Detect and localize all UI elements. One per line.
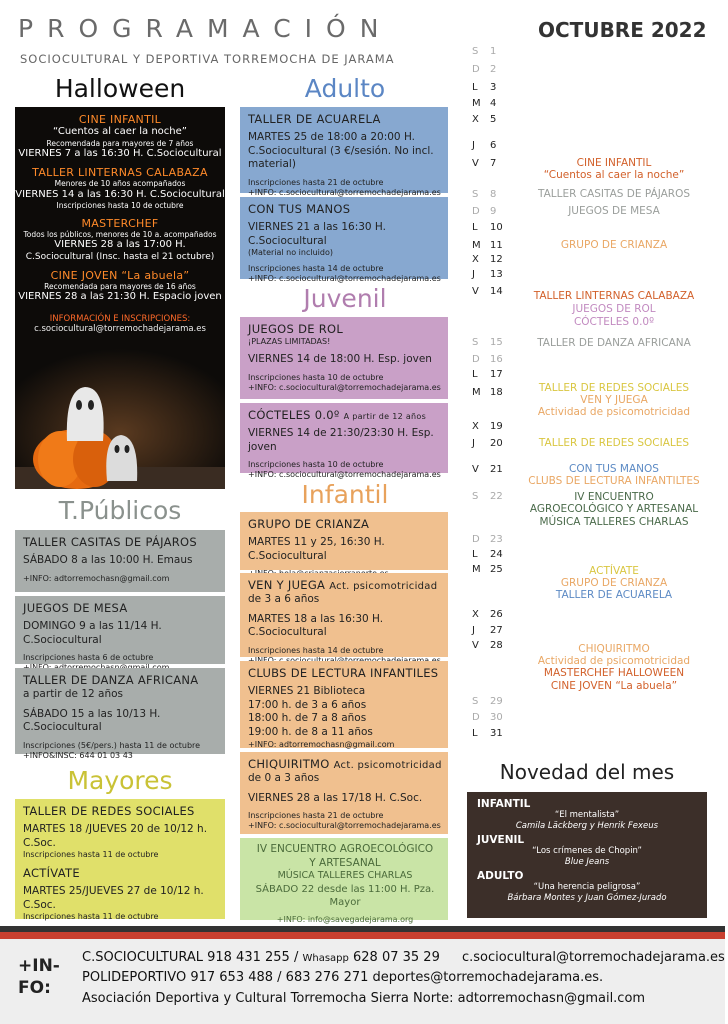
card-when: SÁBADO 22 desde las 11:00 H. Pza. Mayor bbox=[255, 883, 435, 908]
page-title: PROGRAMACIÓN bbox=[18, 14, 393, 43]
event-extra: C.Sociocultural (Insc. hasta el 21 octubre) bbox=[25, 251, 215, 262]
card-info: +INFO: c.sociocultural@torremochadejarama.es bbox=[248, 274, 441, 284]
day-letter: D bbox=[472, 534, 480, 545]
pumpkin-ghost-illustration bbox=[15, 349, 225, 489]
card-title: IV ENCUENTRO AGROECOLÓGICO bbox=[256, 843, 434, 855]
card-deadline: Inscripciones (5€/pers.) hasta 11 de octubre bbox=[23, 740, 201, 750]
section-infantil: Infantil bbox=[301, 480, 389, 509]
calendar-event-label: VEN Y JUEGA bbox=[580, 394, 648, 406]
calendar-day bbox=[472, 254, 510, 265]
calendar-event-label: TALLER CASITAS DE PÁJAROS bbox=[537, 188, 691, 200]
card-title: JUEGOS DE MESA bbox=[23, 601, 128, 615]
day-number: 3 bbox=[490, 82, 497, 93]
day-letter: S bbox=[472, 696, 479, 707]
card-deadline: Inscripciones hasta 21 de octubre bbox=[248, 811, 384, 821]
day-number: 26 bbox=[490, 609, 503, 620]
day-number: 31 bbox=[490, 728, 503, 739]
day-letter: M bbox=[472, 240, 481, 251]
card-info: +INFO: adtorremochasn@gmail.com bbox=[23, 573, 170, 583]
month-title: OCTUBRE 2022 bbox=[538, 18, 707, 42]
calendar-event-label: “Cuentos al caer la noche” bbox=[543, 169, 685, 181]
calendar-event-label: CON TUS MANOS bbox=[569, 463, 659, 475]
event-card-ven-y-juega[interactable] bbox=[240, 573, 448, 657]
day-number: 15 bbox=[490, 337, 503, 348]
day-number: 10 bbox=[490, 222, 503, 233]
day-letter: M bbox=[472, 387, 481, 398]
calendar-day bbox=[472, 534, 510, 545]
event-card-crianza[interactable] bbox=[240, 512, 448, 570]
card-subtitle: Act. psicomotricidad bbox=[333, 760, 442, 771]
day-letter: S bbox=[472, 337, 479, 348]
card-when: MARTES 18 a las 16:30 H. C.Sociocultural bbox=[248, 612, 384, 639]
novedad-panel bbox=[467, 792, 707, 918]
day-letter: D bbox=[472, 712, 480, 723]
card-title-2: ACTÍVATE bbox=[23, 866, 80, 881]
event-title: CINE INFANTIL bbox=[78, 113, 162, 126]
day-number: 30 bbox=[490, 712, 503, 723]
calendar-day bbox=[472, 712, 510, 723]
day-letter: V bbox=[472, 640, 479, 651]
footer-accent-bar bbox=[0, 932, 725, 939]
card-title: TALLER CASITAS DE PÁJAROS bbox=[23, 535, 198, 549]
card-when: VIERNES 14 de 21:30/23:30 H. Esp. joven bbox=[248, 426, 434, 453]
day-number: 18 bbox=[490, 387, 503, 398]
day-number: 2 bbox=[490, 64, 497, 75]
day-letter: J bbox=[472, 140, 475, 151]
card-when: VIERNES 21 a las 16:30 H. C.Sociocultural bbox=[248, 220, 386, 247]
card-when: VIERNES 28 a las 17/18 H. C.Soc. bbox=[248, 791, 423, 804]
card-title: JUEGOS DE ROL bbox=[248, 322, 344, 336]
day-letter: D bbox=[472, 64, 480, 75]
day-number: 7 bbox=[490, 158, 497, 169]
day-number: 20 bbox=[490, 438, 503, 449]
event-card-con-tus-manos[interactable] bbox=[240, 197, 448, 284]
event-note: Menores de 10 años acompañados bbox=[54, 179, 186, 189]
card-when: MARTES 25 de 18:00 a 20:00 H. bbox=[248, 130, 416, 143]
card-note: (Material no incluido) bbox=[248, 248, 333, 258]
card-when: SÁBADO 8 a las 10:00 H. Emaus bbox=[23, 553, 193, 566]
card-title: TALLER DE DANZA AFRICANA bbox=[23, 673, 199, 687]
calendar-event-label: Actividad de psicomotricidad bbox=[537, 655, 691, 667]
calendar-day bbox=[472, 140, 510, 151]
day-number: 5 bbox=[490, 114, 497, 125]
card-age: a partir de 12 años bbox=[23, 687, 124, 700]
event-when: VIERNES 28 a las 17:00 H. bbox=[54, 239, 186, 250]
event-title: CINE JOVEN “La abuela” bbox=[50, 268, 190, 282]
card-when: VIERNES 21 Biblioteca bbox=[248, 684, 366, 697]
novedad-category: ADULTO bbox=[477, 870, 524, 883]
calendar-event-label: CINE JOVEN “La abuela” bbox=[550, 680, 678, 692]
day-number: 6 bbox=[490, 140, 497, 151]
calendar-event-label: IV ENCUENTRO bbox=[574, 491, 654, 503]
halloween-email-link[interactable]: c.sociocultural@torremochadejarama.es bbox=[34, 323, 206, 334]
card-when: MARTES 18 /JUEVES 20 de 10/12 h. C.Soc. bbox=[23, 822, 208, 849]
section-halloween: Halloween bbox=[54, 74, 186, 103]
page-subtitle: SOCIOCULTURAL Y DEPORTIVA TORREMOCHA DE JARAMA bbox=[20, 52, 395, 66]
event-note: Recomendada para mayores de 7 años bbox=[46, 138, 194, 148]
card-session: 18:00 h. de 7 a 8 años bbox=[248, 712, 367, 725]
novedad-category: JUVENIL bbox=[477, 834, 525, 847]
calendar-day bbox=[472, 269, 510, 280]
calendar-day bbox=[472, 114, 510, 125]
calendar-event-label: GRUPO DE CRIANZA bbox=[560, 239, 668, 251]
card-info: +INFO: adtorremochasn@gmail.com bbox=[248, 739, 395, 749]
card-session: 17:00 h. de 3 a 6 años bbox=[248, 698, 367, 711]
section-tpublicos: T.Públicos bbox=[58, 496, 182, 525]
day-letter: J bbox=[472, 625, 475, 636]
card-when: MARTES 11 y 25, 16:30 H. C.Sociocultural bbox=[248, 535, 385, 562]
card-age: A partir de 12 años bbox=[343, 412, 427, 421]
day-number: 8 bbox=[490, 189, 497, 200]
halloween-event bbox=[15, 217, 225, 263]
card-when-2: MARTES 25/JUEVES 27 de 10/12 h. C.Soc. bbox=[23, 885, 204, 911]
novedad-category: INFANTIL bbox=[477, 798, 531, 810]
card-age: de 3 a 6 años bbox=[248, 593, 320, 605]
calendar-event-label: MASTERCHEF HALLOWEEN bbox=[543, 667, 685, 679]
day-letter: X bbox=[472, 254, 479, 265]
calendar-event-label: MÚSICA TALLERES CHARLAS bbox=[539, 516, 689, 528]
card-note: ¡PLAZAS LIMITADAS! bbox=[248, 336, 331, 346]
card-age: de 0 a 3 años bbox=[248, 772, 320, 784]
event-title: TALLER LINTERNAS CALABAZA bbox=[32, 166, 208, 180]
novedad-author: Blue Jeans bbox=[564, 857, 610, 868]
event-note: Recomendada para mayores de 16 años bbox=[44, 281, 196, 291]
calendar-day bbox=[472, 625, 510, 636]
day-letter: J bbox=[472, 269, 475, 280]
day-letter: V bbox=[472, 286, 479, 297]
day-number: 25 bbox=[490, 564, 503, 575]
card-deadline: Inscripciones hasta 14 de octubre bbox=[248, 264, 384, 274]
novedad-book: “El mentalista” bbox=[554, 810, 620, 820]
day-letter: X bbox=[472, 609, 479, 620]
card-deadline: Inscripciones hasta 10 de octubre bbox=[248, 372, 384, 382]
day-letter: S bbox=[472, 46, 479, 57]
day-letter: M bbox=[472, 564, 481, 575]
card-info: +INFO: c.sociocultural@torremochadejarama.es bbox=[248, 470, 441, 480]
day-letter: L bbox=[472, 549, 478, 560]
event-note: Todos los públicos, menores de 10 a. acompañados bbox=[23, 229, 217, 239]
event-when: VIERNES 7 a las 16:30 H. C.Sociocultural bbox=[18, 147, 222, 159]
event-card-danza[interactable] bbox=[15, 668, 225, 760]
whatsapp-label: Whasapp bbox=[302, 953, 349, 964]
day-letter: L bbox=[472, 369, 478, 380]
day-letter: J bbox=[472, 438, 475, 449]
calendar-event-label: CLUBS DE LECTURA INFANTILTES bbox=[528, 475, 700, 487]
day-number: 27 bbox=[490, 625, 503, 636]
card-title: CLUBS DE LECTURA INFANTILES bbox=[248, 666, 439, 680]
event-card-acuarela[interactable] bbox=[240, 107, 448, 197]
event-card-casitas[interactable] bbox=[15, 530, 225, 592]
day-number: 21 bbox=[490, 464, 503, 475]
footer-line-3[interactable]: Asociación Deportiva y Cultural Torremocha Sierra Norte: adtorremochasn@gmail.com bbox=[82, 991, 646, 1006]
event-card-juegos-rol[interactable] bbox=[240, 317, 448, 399]
event-card-clubs-lectura[interactable] bbox=[240, 661, 448, 748]
card-title-2: Y ARTESANAL bbox=[309, 856, 381, 869]
calendar-event-label: TALLER DE REDES SOCIALES bbox=[538, 437, 690, 449]
card-deadline-2: Inscripciones hasta 11 de octubre bbox=[23, 912, 159, 922]
footer-whatsapp-number[interactable]: 628 07 35 29 bbox=[353, 950, 440, 965]
calendar-day bbox=[472, 421, 510, 432]
day-letter: V bbox=[472, 158, 479, 169]
novedad-author: Bárbara Montes y Juan Gómez-Jurado bbox=[507, 893, 667, 904]
event-title: MASTERCHEF bbox=[81, 216, 159, 230]
card-subtitle: Act. psicomotricidad bbox=[329, 581, 438, 592]
halloween-panel bbox=[15, 107, 225, 489]
event-card-chiquiritmo[interactable] bbox=[240, 752, 448, 834]
card-session: 19:00 h. de 8 a 11 años bbox=[248, 725, 373, 738]
card-when: VIERNES 14 de 18:00 H. Esp. joven bbox=[248, 352, 432, 365]
calendar-event-label: CÓCTELES 0.0º bbox=[573, 316, 655, 328]
card-deadline: Inscripciones hasta 21 de octubre bbox=[248, 177, 384, 187]
day-number: 24 bbox=[490, 549, 503, 560]
event-card-mayores[interactable] bbox=[15, 799, 225, 922]
card-info: +INFO: c.sociocultural@torremochadejarama.es bbox=[248, 821, 441, 831]
day-number: 19 bbox=[490, 421, 503, 432]
calendar-event-label: AGROECOLÓGICO Y ARTESANAL bbox=[529, 503, 699, 515]
event-card-cocteles[interactable] bbox=[240, 403, 448, 480]
halloween-event bbox=[15, 166, 225, 210]
day-number: 22 bbox=[490, 491, 503, 502]
footer-sociocultural-email[interactable]: c.sociocultural@torremochadejarama.es bbox=[461, 950, 725, 965]
card-where: C.Sociocultural (3 €/sesión. No incl. material) bbox=[248, 144, 434, 171]
day-number: 29 bbox=[490, 696, 503, 707]
day-number: 14 bbox=[490, 286, 503, 297]
day-letter: X bbox=[472, 114, 479, 125]
day-number: 23 bbox=[490, 534, 503, 545]
calendar-day bbox=[472, 696, 510, 707]
card-info: +INFO&INSC: 644 01 03 43 bbox=[23, 750, 133, 760]
card-deadline: Inscripciones hasta 10 de octubre bbox=[248, 460, 384, 470]
calendar-event-label: JUEGOS DE MESA bbox=[568, 205, 660, 217]
footer-info-label: +IN- FO: bbox=[18, 956, 60, 999]
novedad-book: “Una herencia peligrosa” bbox=[533, 882, 641, 893]
day-number: 13 bbox=[490, 269, 503, 280]
card-title: TALLER DE ACUARELA bbox=[248, 112, 381, 126]
day-number: 28 bbox=[490, 640, 503, 651]
card-when: SÁBADO 15 a las 10/13 H. C.Sociocultural bbox=[23, 707, 161, 734]
card-tags: MÚSICA TALLERES CHARLAS bbox=[277, 870, 413, 882]
calendar-day bbox=[472, 369, 510, 380]
halloween-event bbox=[15, 269, 225, 304]
calendar-day bbox=[472, 728, 510, 739]
calendar-day bbox=[472, 46, 510, 57]
calendar-day bbox=[472, 64, 510, 75]
footer-line-2[interactable]: POLIDEPORTIVO 917 653 488 / 683 276 271 deportes@torremochadejarama.es. bbox=[82, 970, 604, 985]
event-when: VIERNES 14 a las 16:30 H. C.Sociocultural bbox=[15, 188, 225, 200]
event-when: VIERNES 28 a las 21:30 H. Espacio joven bbox=[18, 291, 222, 303]
calendar-event-label: ACTÍVATE bbox=[589, 565, 639, 577]
card-title: TALLER DE REDES SOCIALES bbox=[23, 804, 195, 818]
day-letter: L bbox=[472, 82, 478, 93]
day-number: 1 bbox=[490, 46, 497, 57]
calendar-day bbox=[472, 222, 510, 233]
card-info: +INFO: info@savegadejarama.org bbox=[276, 914, 414, 924]
calendar-event-label: CHIQUIRITMO bbox=[578, 643, 650, 655]
event-card-juegos-mesa[interactable] bbox=[15, 596, 225, 664]
day-number: 12 bbox=[490, 254, 503, 265]
event-card-encuentro[interactable] bbox=[240, 838, 448, 924]
day-letter: L bbox=[472, 222, 478, 233]
day-letter: M bbox=[472, 98, 481, 109]
day-letter: S bbox=[472, 189, 479, 200]
calendar-event-label: TALLER DE REDES SOCIALES bbox=[538, 382, 690, 394]
calendar-day bbox=[472, 98, 510, 109]
calendar-day bbox=[472, 354, 510, 365]
novedad-author: Camila Läckberg y Henrik Fexeus bbox=[515, 821, 659, 832]
day-number: 9 bbox=[490, 206, 497, 217]
day-letter: X bbox=[472, 421, 479, 432]
card-title: GRUPO DE CRIANZA bbox=[248, 517, 370, 531]
section-adulto: Adulto bbox=[304, 74, 386, 103]
card-when: DOMINGO 9 a las 11/14 H. C.Sociocultural bbox=[23, 619, 162, 646]
section-novedad: Novedad del mes bbox=[499, 760, 675, 784]
day-letter: S bbox=[472, 491, 479, 502]
card-deadline: Inscripciones hasta 14 de octubre bbox=[248, 645, 384, 655]
calendar-event-label: Actividad de psicomotricidad bbox=[537, 406, 691, 418]
day-letter: D bbox=[472, 354, 480, 365]
halloween-info-label: INFORMACIÓN E INSCRIPCIONES: bbox=[49, 313, 191, 324]
calendar-event-label: TALLER DE DANZA AFRICANA bbox=[537, 337, 691, 349]
card-title: CÓCTELES 0.0º bbox=[248, 408, 340, 422]
halloween-event bbox=[15, 113, 225, 160]
event-subtitle: “Cuentos al caer la noche” bbox=[53, 126, 187, 137]
day-letter: V bbox=[472, 464, 479, 475]
calendar-event-label: TALLER LINTERNAS CALABAZA bbox=[533, 290, 695, 302]
day-number: 4 bbox=[490, 98, 497, 109]
card-deadline: Inscripciones hasta 6 de octubre bbox=[23, 653, 154, 663]
card-title: VEN Y JUEGA bbox=[248, 578, 326, 592]
calendar-event-label: CINE INFANTIL bbox=[576, 157, 652, 169]
card-info: +INFO: c.sociocultural@torremochadejarama.es bbox=[248, 187, 441, 197]
card-title: CHIQUIRITMO bbox=[248, 757, 330, 771]
day-letter: L bbox=[472, 728, 478, 739]
day-number: 16 bbox=[490, 354, 503, 365]
footer-line-1 bbox=[82, 950, 725, 965]
calendar-event-label: GRUPO DE CRIANZA bbox=[560, 577, 668, 589]
day-number: 17 bbox=[490, 369, 503, 380]
calendar-event-label: JUEGOS DE ROL bbox=[572, 303, 656, 315]
day-number: 11 bbox=[490, 240, 503, 251]
novedad-book: “Los crímenes de Chopin” bbox=[532, 846, 642, 857]
section-mayores: Mayores bbox=[67, 766, 173, 795]
event-extra: Inscripciones hasta 10 de octubre bbox=[56, 201, 184, 211]
calendar-day bbox=[472, 549, 510, 560]
calendar-event-label: TALLER DE ACUARELA bbox=[555, 589, 673, 601]
calendar-day bbox=[472, 82, 510, 93]
section-juvenil: Juvenil bbox=[303, 284, 387, 313]
footer-sociocultural-phone[interactable]: C.SOCIOCULTURAL 918 431 255 / bbox=[82, 950, 299, 965]
card-deadline: Inscripciones hasta 11 de octubre bbox=[23, 850, 159, 860]
card-info: +INFO: c.sociocultural@torremochadejarama.es bbox=[248, 382, 441, 392]
card-title: CON TUS MANOS bbox=[248, 202, 351, 216]
calendar-day bbox=[472, 609, 510, 620]
day-letter: D bbox=[472, 206, 480, 217]
